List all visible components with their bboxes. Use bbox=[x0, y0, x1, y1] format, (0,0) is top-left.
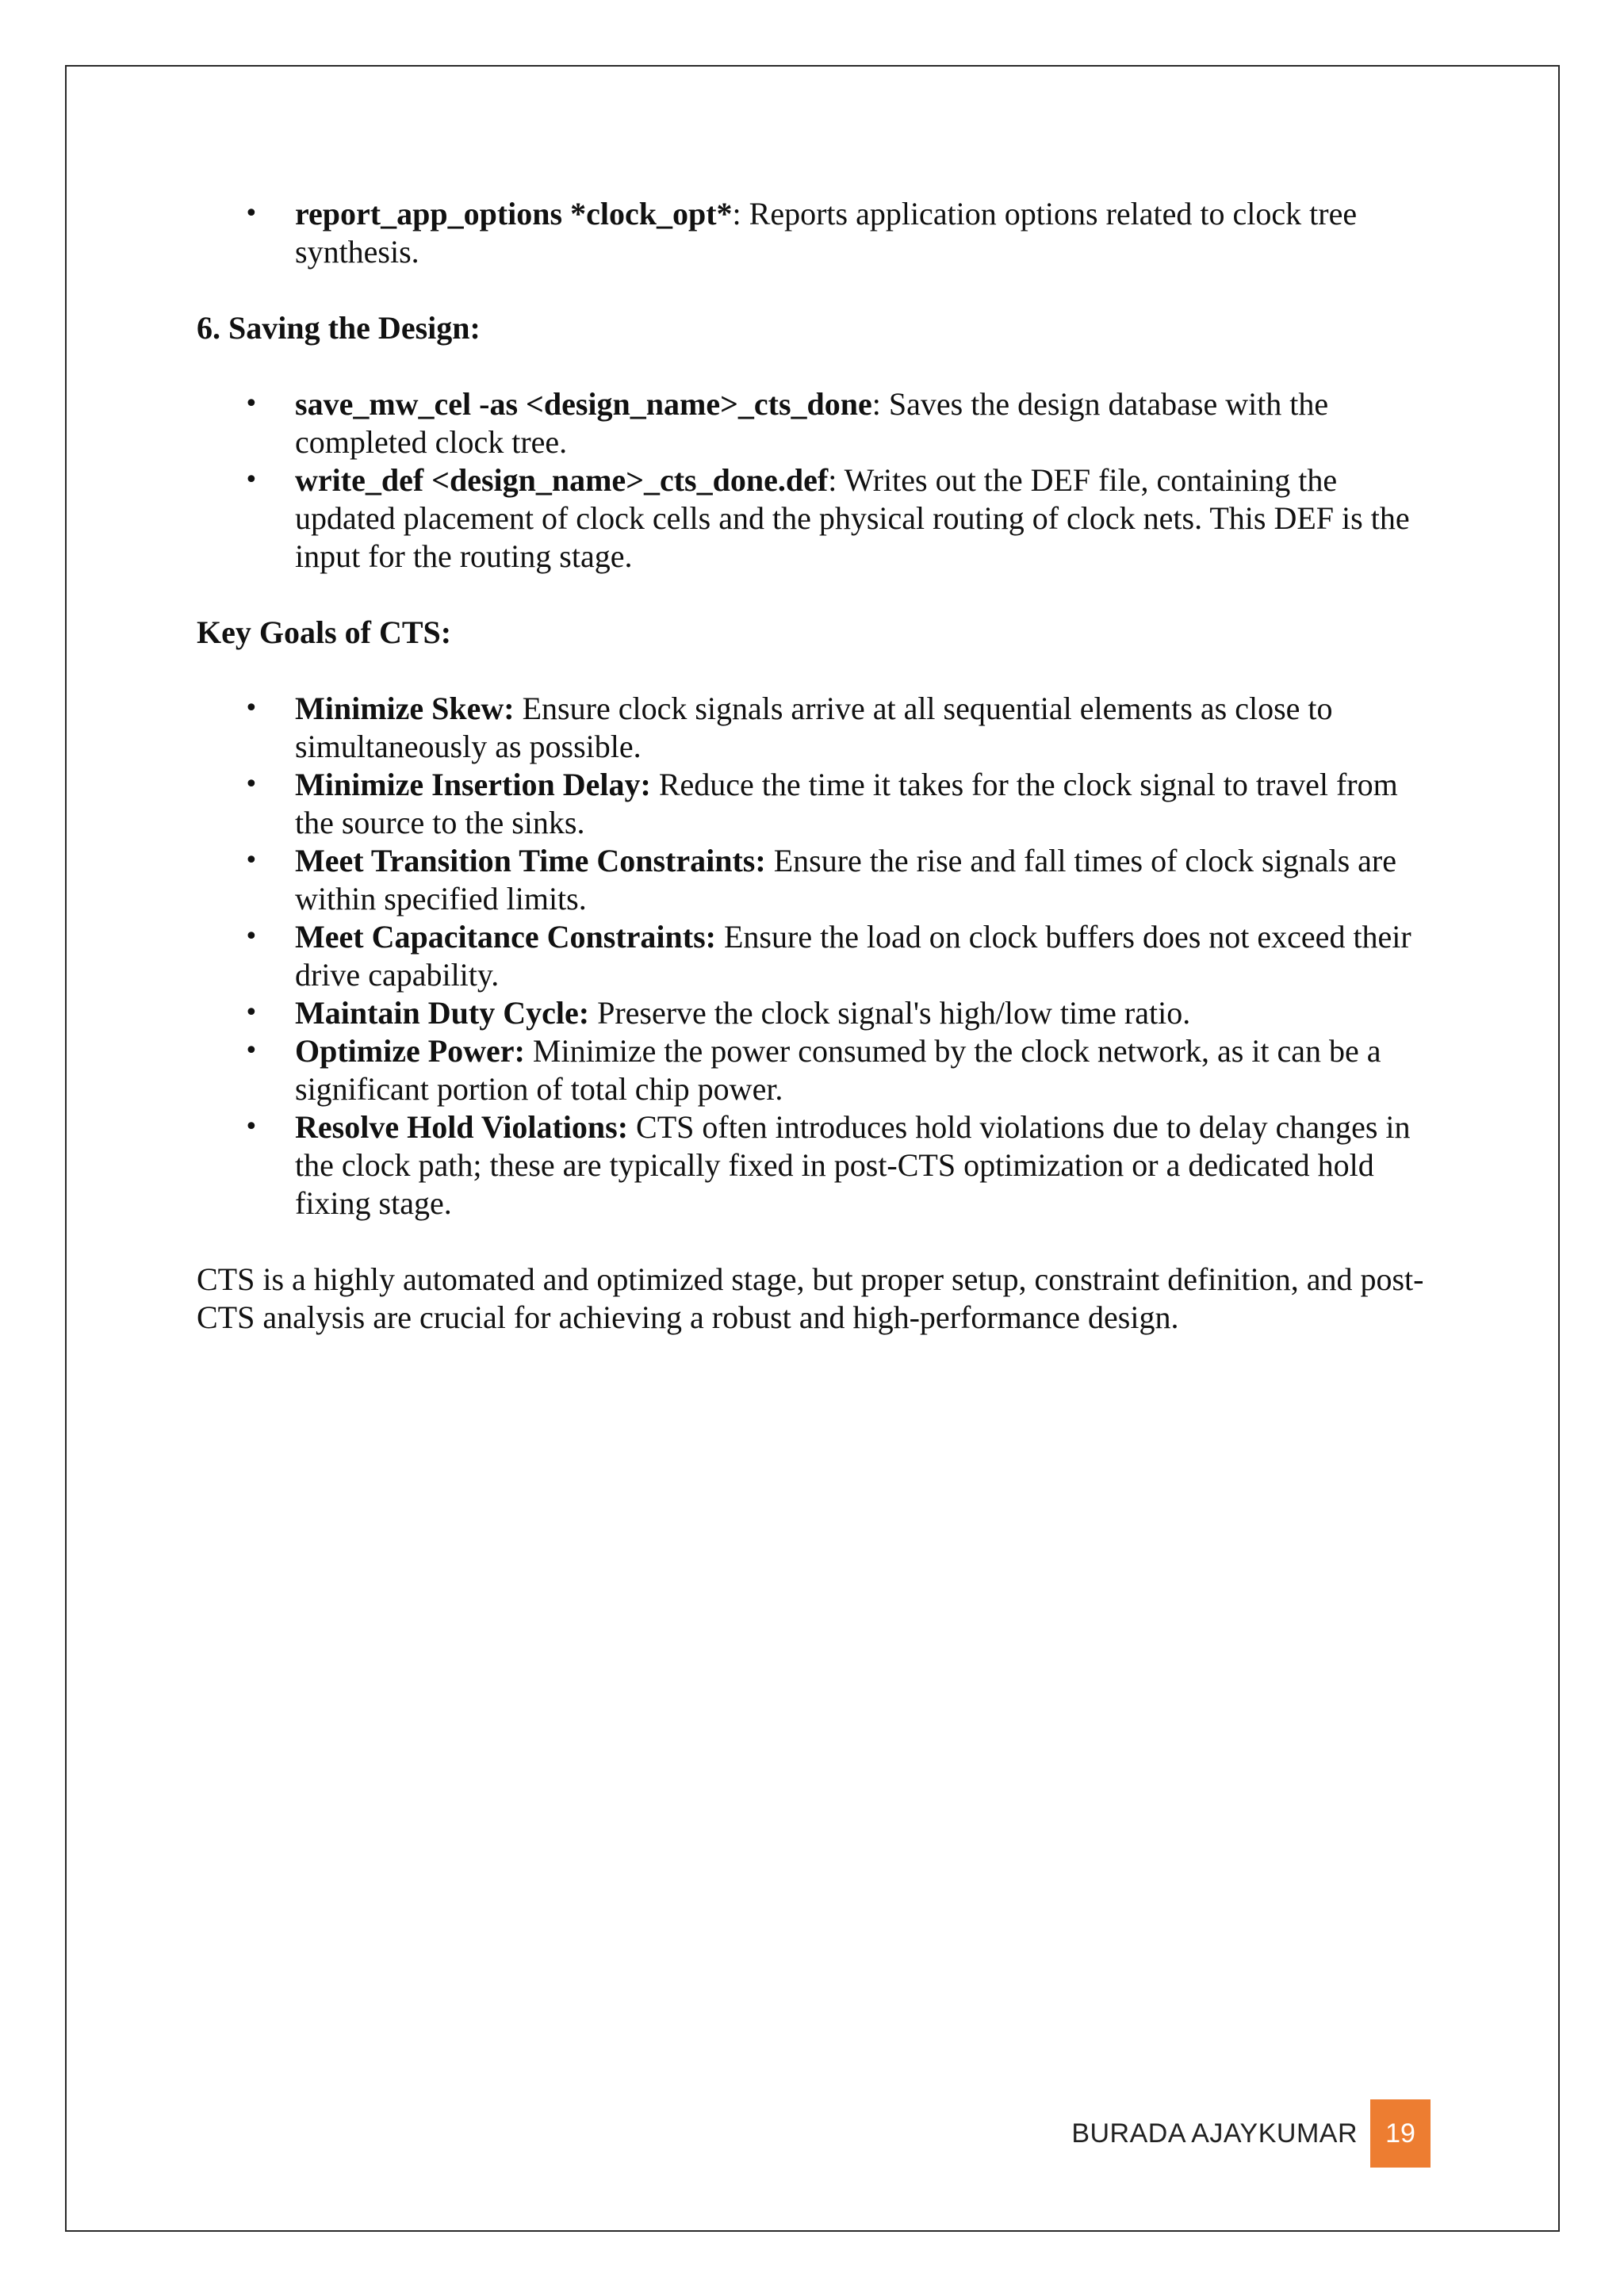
goal-term: Resolve Hold Violations: bbox=[295, 1109, 629, 1145]
goals-list bbox=[197, 690, 1434, 1223]
section-heading-key-goals: Key Goals of CTS: bbox=[197, 614, 452, 650]
goal-description: CTS often introduces hold violations due to delay changes in the clock path; these are typically fixed in post-CTS optimization or a dedicated hold fixing stage. bbox=[295, 1109, 1411, 1221]
goal-term: Optimize Power: bbox=[295, 1033, 525, 1069]
command-list-clock-opt bbox=[197, 195, 1434, 271]
list-item bbox=[197, 1032, 1434, 1108]
goal-description: Ensure clock signals arrive at all sequential elements as close to simultaneously as possible. bbox=[295, 691, 1333, 764]
conclusion-paragraph: CTS is a highly automated and optimized stage, but proper setup, constraint definition, and post-CTS analysis are crucial for achieving a robust and high-performance design. bbox=[197, 1261, 1424, 1335]
list-item bbox=[197, 195, 1434, 271]
document-body bbox=[197, 195, 1434, 1337]
list-item bbox=[197, 994, 1434, 1032]
command-list-saving bbox=[197, 385, 1434, 576]
command-term: save_mw_cel -as <design_name>_cts_done bbox=[295, 386, 872, 422]
goal-description: Ensure the load on clock buffers does not exceed their drive capability. bbox=[295, 919, 1411, 993]
list-item bbox=[197, 842, 1434, 918]
goal-description: Ensure the rise and fall times of clock signals are within specified limits. bbox=[295, 843, 1396, 916]
page-footer bbox=[1071, 2099, 1431, 2168]
goal-term: Minimize Skew: bbox=[295, 691, 515, 726]
list-item bbox=[197, 918, 1434, 994]
command-description: : Reports application options related to clock tree synthesis. bbox=[295, 196, 1358, 270]
list-item bbox=[197, 385, 1434, 461]
section-heading-saving: 6. Saving the Design: bbox=[197, 310, 481, 346]
footer-author: BURADA AJAYKUMAR bbox=[1071, 2118, 1358, 2149]
command-term: report_app_options *clock_opt* bbox=[295, 196, 733, 232]
goal-term: Maintain Duty Cycle: bbox=[295, 995, 590, 1031]
command-description: : Saves the design database with the completed clock tree. bbox=[295, 386, 1329, 460]
command-term: write_def <design_name>_cts_done.def bbox=[295, 462, 829, 498]
goal-description: Minimize the power consumed by the clock network, as it can be a significant portion of total chip power. bbox=[295, 1033, 1381, 1107]
goal-term: Meet Capacitance Constraints: bbox=[295, 919, 716, 955]
goal-term: Meet Transition Time Constraints: bbox=[295, 843, 766, 878]
goal-term: Minimize Insertion Delay: bbox=[295, 767, 651, 802]
list-item bbox=[197, 461, 1434, 576]
command-description: : Writes out the DEF file, containing the updated placement of clock cells and the physical routing of clock nets. This DEF is the input for the routing stage. bbox=[295, 462, 1410, 574]
list-item bbox=[197, 766, 1434, 842]
list-item bbox=[197, 1108, 1434, 1223]
list-item bbox=[197, 690, 1434, 766]
goal-description: Preserve the clock signal's high/low time ratio. bbox=[589, 995, 1191, 1031]
goal-description: Reduce the time it takes for the clock signal to travel from the source to the sinks. bbox=[295, 767, 1398, 840]
page-number-badge: 19 bbox=[1370, 2099, 1431, 2168]
